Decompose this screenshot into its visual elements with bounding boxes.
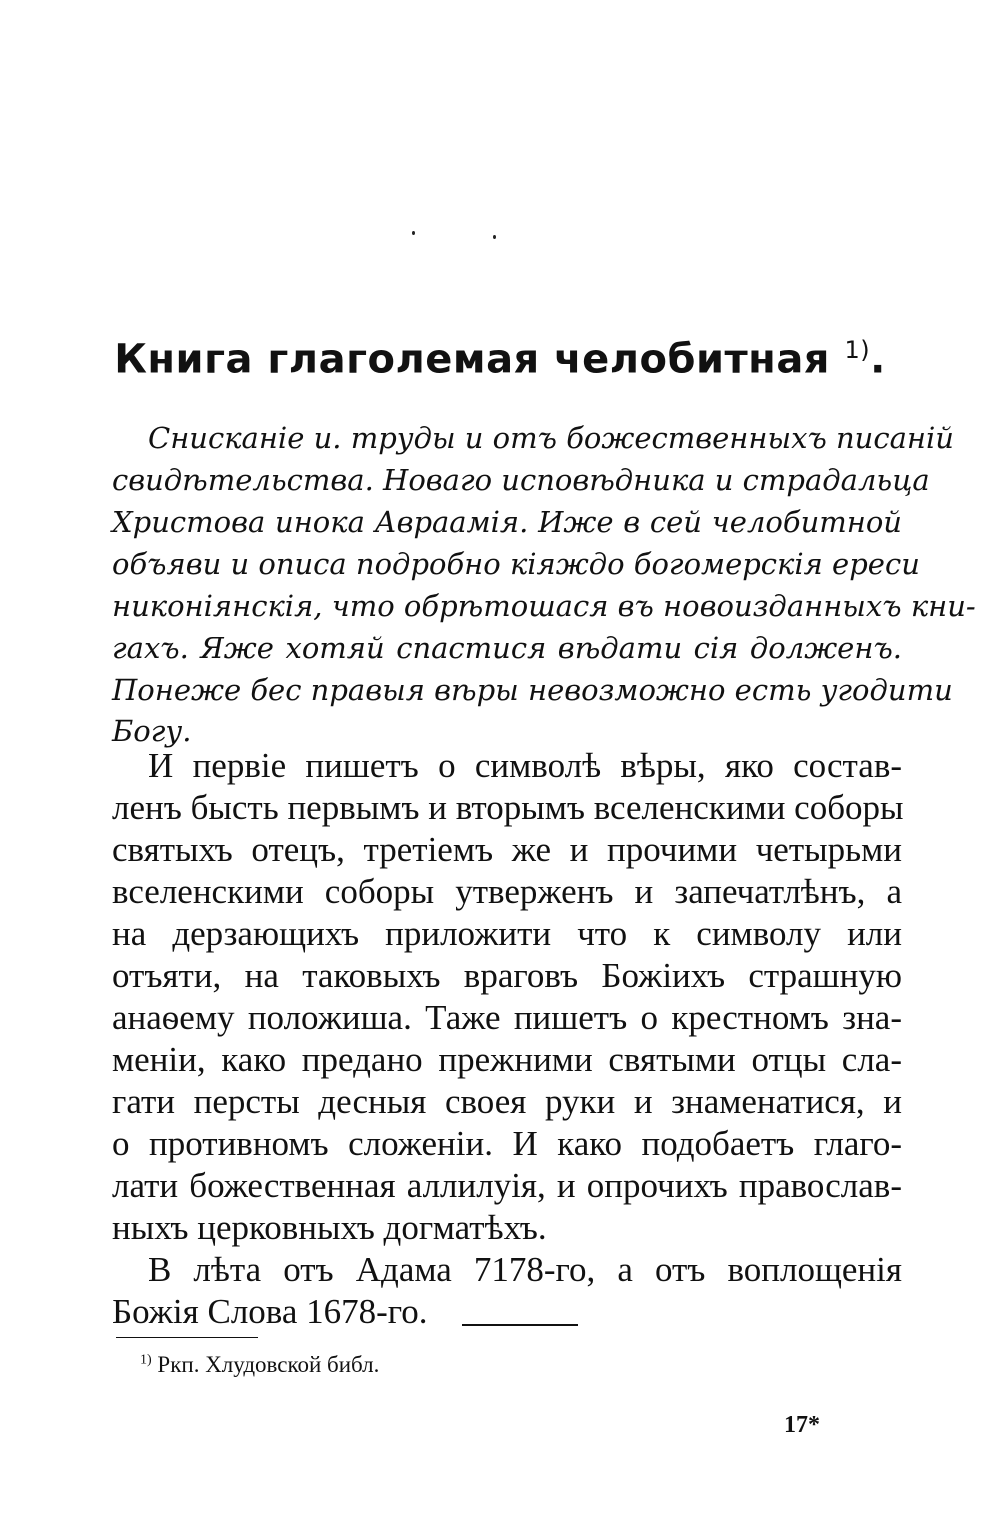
body-line: ныхъ церковныхъ догматѣхъ. (112, 1208, 547, 1247)
title-footnote-mark: 1) (844, 336, 871, 364)
preface-line: Понеже бес правыя вѣры невозможно есть угодити (112, 673, 953, 707)
body-line: анаѳему положиша. Таже пишетъ о крестномъ зна- (112, 998, 902, 1037)
footnote-divider (116, 1337, 258, 1338)
preface-line: Богу. (112, 714, 192, 748)
body-line: святыхъ отецъ, третіемъ же и прочими четырьми (112, 830, 902, 869)
preface-line: объяви и описа подробно кіяждо богомерскія ереси (112, 547, 920, 581)
body-line: ленъ бысть первымъ и вторымъ вселенскими соборы (112, 788, 904, 827)
closing-line: В лѣта отъ Адама 7178-го, а отъ воплощенія (148, 1250, 902, 1289)
body-line: И первіе пишетъ о символѣ вѣры, яко состав- (148, 746, 902, 785)
ink-speck (412, 231, 415, 235)
preface-line: Снисканіе и. труды и отъ божественныхъ писаній (148, 421, 954, 455)
body-line: меніи, како предано прежними святыми отцы сла- (112, 1040, 902, 1079)
body-line: вселенскими соборы утверженъ и запечатлѣнъ, а (112, 872, 902, 911)
body-line: на дерзающихъ приложити что к символу или (112, 914, 902, 953)
body-line: отъяти, на таковыхъ враговъ Божіихъ страшную (112, 956, 902, 995)
preface-line: гахъ. Яже хотяй спастися вѣдати сія долженъ. (112, 631, 902, 665)
closing-line: Божія Слова 1678-го. (112, 1292, 428, 1331)
body-line: гати персты десныя своея руки и знаменатися, и (112, 1082, 902, 1121)
footnote (140, 1352, 379, 1378)
title-end-punct: . (870, 336, 886, 383)
page-number: 17* (784, 1412, 820, 1438)
footnote-mark: 1) (140, 1352, 152, 1368)
section-end-rule (462, 1324, 578, 1326)
body-line: лати божественная аллилуія, и опрочихъ православ- (112, 1166, 902, 1205)
title-text: Книга глаголемая челобитная (114, 336, 830, 383)
ink-speck (493, 235, 496, 239)
preface-line: никоніянскія, что обрѣтошася въ новоизданныхъ кни- (112, 589, 976, 623)
preface-line: свидѣтельства. Новаго исповѣдника и страдальца (112, 463, 930, 497)
body-line: о противномъ сложеніи. И како подобаетъ глаго- (112, 1124, 902, 1163)
footnote-text: Ркп. Хлудовской библ. (157, 1352, 380, 1377)
page-title (0, 336, 1000, 382)
preface-line: Христова инока Авраамія. Иже в сей челобитной (112, 505, 902, 539)
